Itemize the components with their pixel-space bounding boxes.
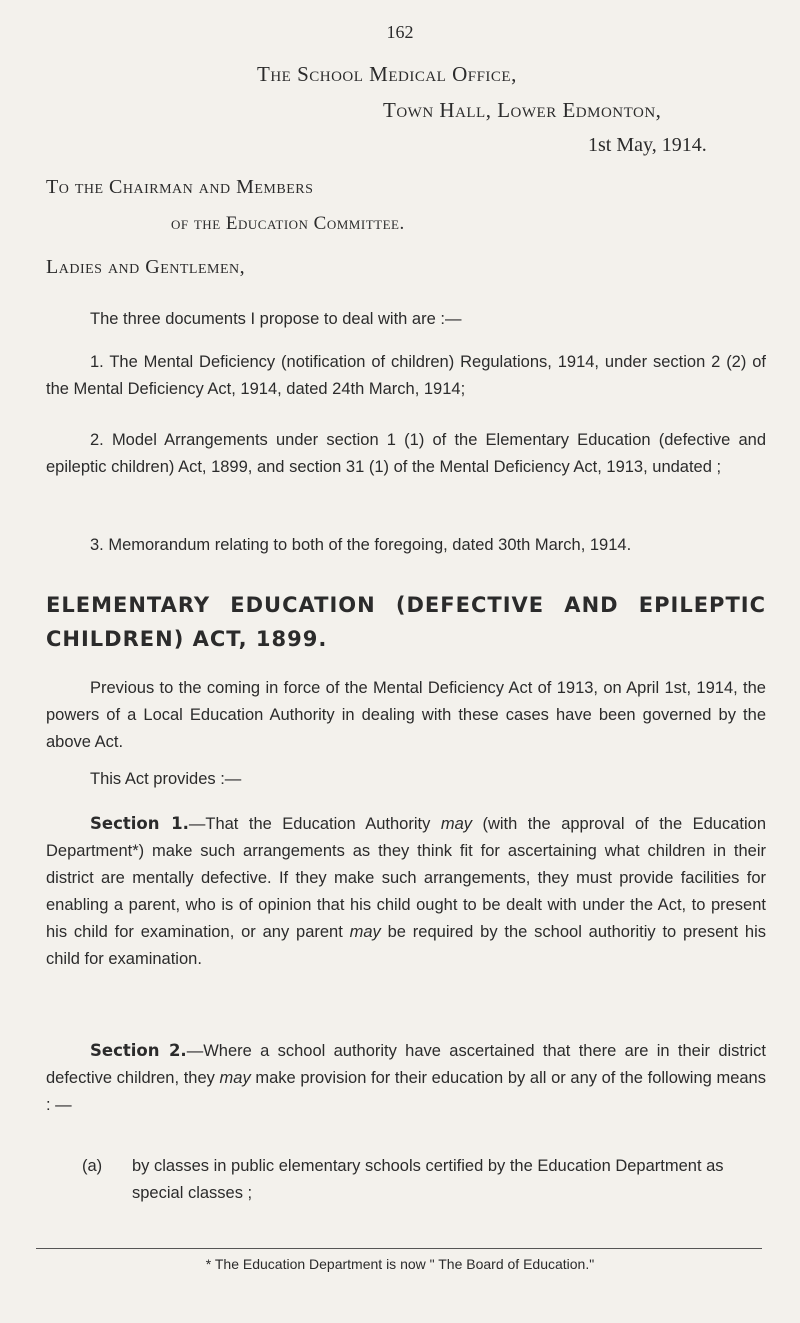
footnote-divider bbox=[36, 1248, 762, 1249]
intro-paragraph: The three documents I propose to deal with are :— bbox=[90, 310, 462, 328]
addressee-line-1: To the Chairman and Members bbox=[46, 176, 314, 198]
act-heading: ELEMENTARY EDUCATION (DEFECTIVE AND EPILEPTIC CHILDREN) ACT, 1899. bbox=[46, 593, 766, 651]
salutation: Ladies and Gentlemen, bbox=[46, 256, 246, 278]
section-2-label: Section 2. bbox=[90, 1041, 187, 1060]
letter-date: 1st May, 1914. bbox=[588, 134, 707, 156]
addressee-line-2: of the Education Committee. bbox=[171, 213, 405, 234]
letterhead-address: Town Hall, Lower Edmonton, bbox=[383, 98, 662, 122]
document-item-2: 2. Model Arrangements under section 1 (1) of the Elementary Education (defective and epileptic children) Act, 1899, and section 31 (1) of the Mental Deficiency Act, 1913, undated ; bbox=[46, 431, 766, 476]
list-item-a-label: (a) bbox=[82, 1157, 103, 1175]
footnote: * The Education Department is now " The Board of Education." bbox=[205, 1256, 595, 1272]
section-1-label: Section 1. bbox=[90, 814, 189, 833]
page-number: 162 bbox=[386, 22, 414, 42]
list-item-a bbox=[46, 1153, 766, 1207]
letterhead-office: The School Medical Office, bbox=[257, 62, 517, 86]
section-2-paragraph: Section 2.—Where a school authority have ascertained that there are in their district defective children, they may make provision for their education by all or any of the following means : — bbox=[46, 1041, 766, 1114]
list-item-a-text: by classes in public elementary schools certified by the Education Department as special classes ; bbox=[132, 1157, 724, 1202]
document-item-1: 1. The Mental Deficiency (notification of children) Regulations, 1914, under section 2 (2) of the Mental Deficiency Act, 1914, dated 24th March, 1914; bbox=[46, 353, 766, 398]
section-1-paragraph: Section 1.—That the Education Authority may (with the approval of the Education Department*) make such arrangements as they think fit for ascertaining what children in their district are mentally defective. If they make such arrangements, they must provide facilities for enabling a parent, who is of opinion that his child ought to be dealt with under the Act, to present his child for examination, or any parent may be required by the school authoritiy to present his child for examination. bbox=[46, 814, 766, 968]
document-item-3: 3. Memorandum relating to both of the foregoing, dated 30th March, 1914. bbox=[90, 536, 632, 554]
provides-paragraph: This Act provides :— bbox=[90, 770, 242, 788]
previous-paragraph: Previous to the coming in force of the Mental Deficiency Act of 1913, on April 1st, 1914, the powers of a Local Education Authority in dealing with these cases have been governed by the above Act. bbox=[46, 679, 766, 751]
